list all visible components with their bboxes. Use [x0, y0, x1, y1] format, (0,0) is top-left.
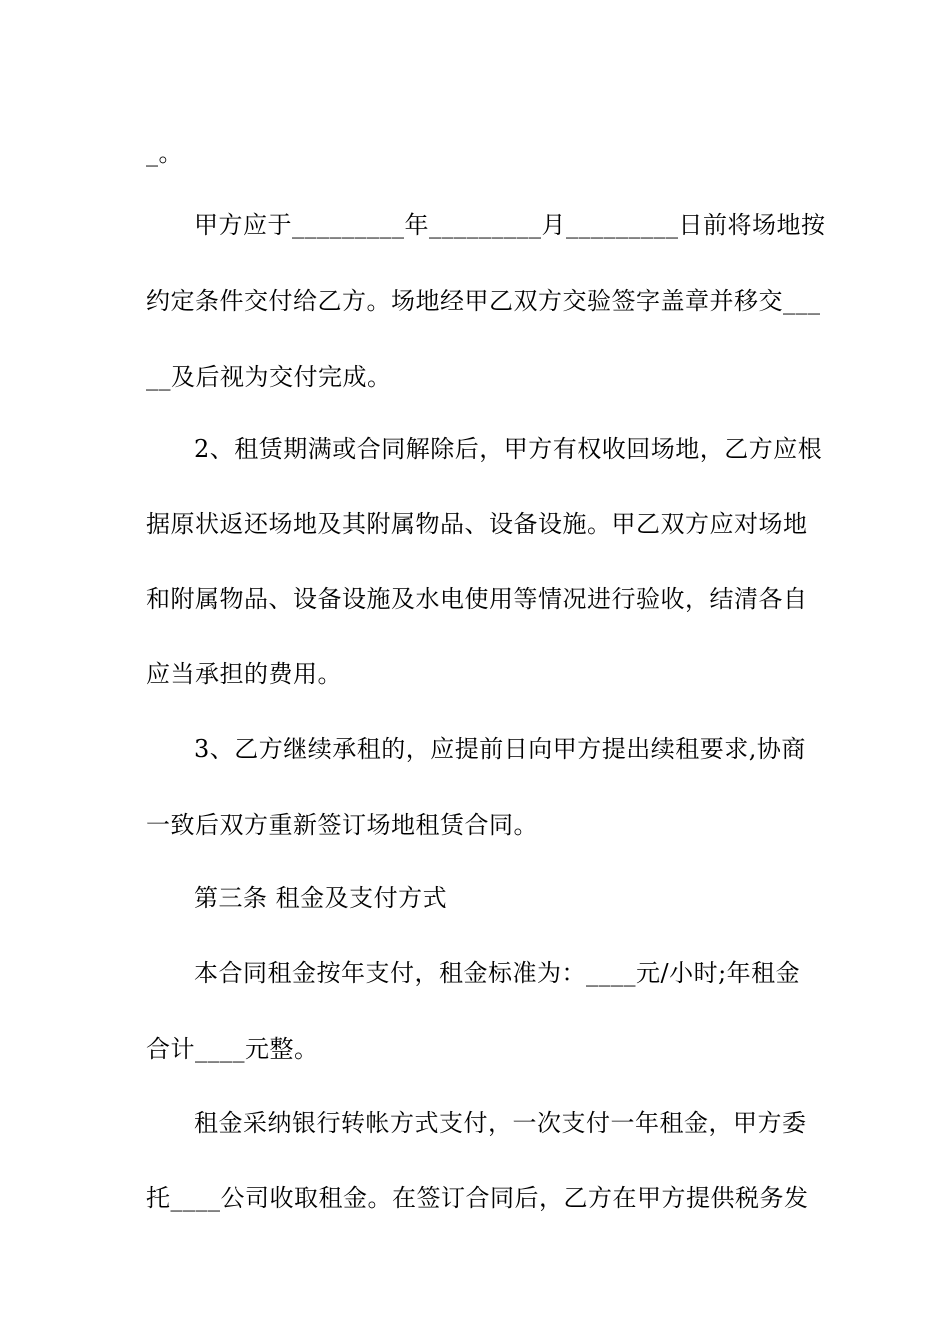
- paragraph-clause-2: 2、租赁期满或合同解除后，甲方有权收回场地，乙方应根: [194, 435, 823, 463]
- text-line-8: 应当承担的费用。: [146, 660, 342, 688]
- text-line-1: _。: [146, 139, 183, 167]
- text-line-7: 和附属物品、设备设施及水电使用等情况进行验收，结清各自: [146, 585, 808, 613]
- paragraph-payment-method: 租金采纳银行转帐方式支付，一次支付一年租金，甲方委: [194, 1109, 807, 1137]
- text-line-13: 合计____元整。: [146, 1035, 319, 1063]
- text-line-3: 约定条件交付给乙方。场地经甲乙双方交验签字盖章并移交___: [146, 287, 821, 315]
- paragraph-rent-standard: 本合同租金按年支付，租金标准为：____元/小时;年租金: [194, 959, 801, 987]
- paragraph-delivery-date: 甲方应于_________年_________月_________日前将场地按: [194, 211, 826, 239]
- section-heading-article-3: 第三条 租金及支付方式: [194, 884, 448, 912]
- text-line-4: __及后视为交付完成。: [146, 363, 392, 391]
- text-line-10: 一致后双方重新签订场地租赁合同。: [146, 811, 538, 839]
- text-line-6: 据原状返还场地及其附属物品、设备设施。甲乙双方应对场地: [146, 510, 808, 538]
- text-line-15: 托____公司收取租金。在签订合同后，乙方在甲方提供税务发: [146, 1184, 809, 1212]
- paragraph-clause-3: 3、乙方继续承租的，应提前日向甲方提出续租要求,协商: [194, 735, 806, 763]
